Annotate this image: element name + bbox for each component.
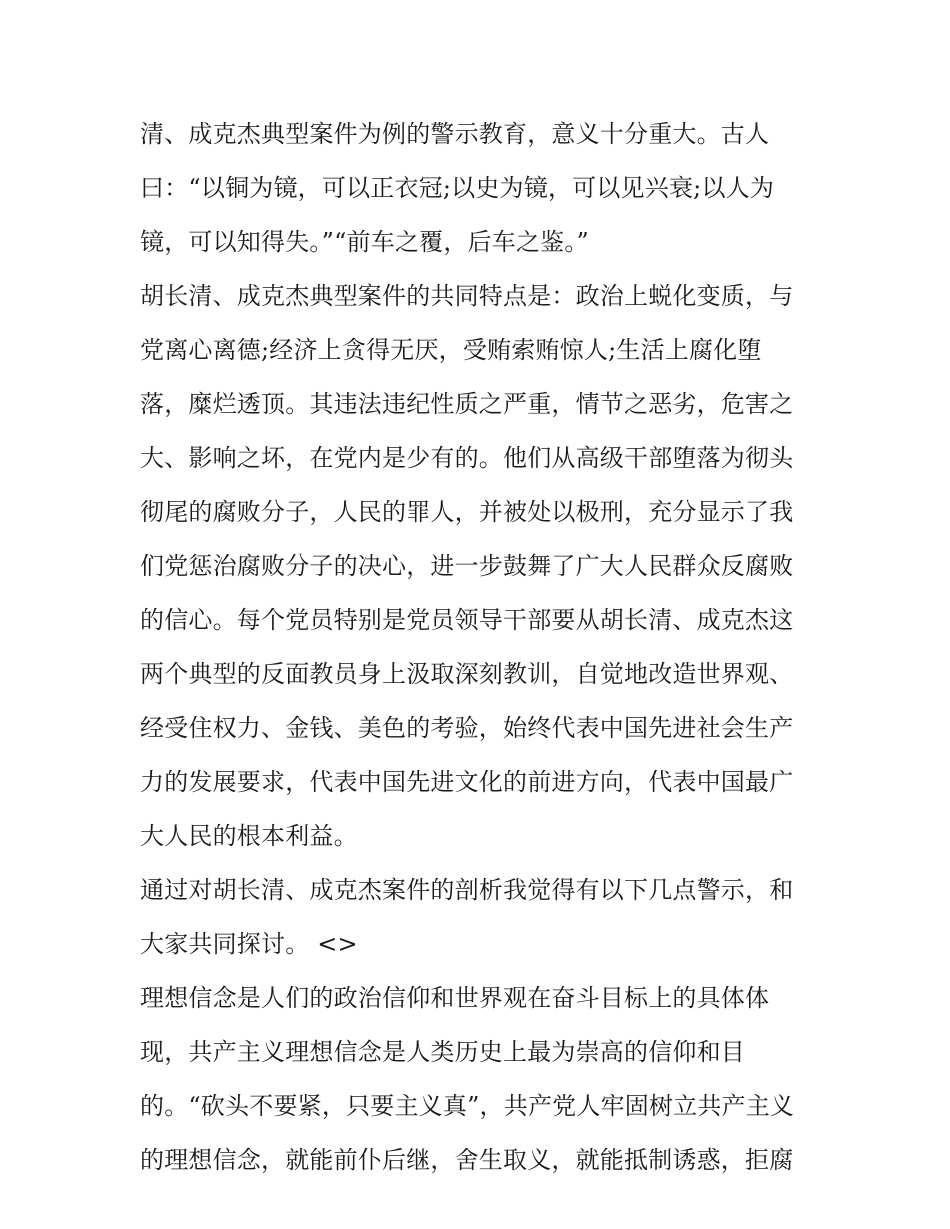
text-line: 的。“砍头不要紧，只要主义真”，共产党人牢固树立共产主义 bbox=[140, 1092, 795, 1120]
text-line: 力的发展要求，代表中国先进文化的前进方向，代表中国最广 bbox=[140, 768, 794, 796]
text-line: 彻尾的腐败分子，人民的罪人，并被处以极刑，充分显示了我 bbox=[140, 498, 794, 526]
text-line: 的理想信念，就能前仆后继，舍生取义，就能抵制诱惑，拒腐 bbox=[140, 1146, 794, 1174]
text-line: 大家共同探讨。 <> bbox=[140, 930, 358, 958]
text-line: 的信心。每个党员特别是党员领导干部要从胡长清、成克杰这 bbox=[140, 606, 794, 634]
text-line: 落，糜烂透顶。其违法违纪性质之严重，情节之恶劣，危害之 bbox=[140, 390, 794, 418]
text-line: 大、影响之坏，在党内是少有的。他们从高级干部堕落为彻头 bbox=[140, 444, 794, 472]
text-line: 理想信念是人们的政治信仰和世界观在奋斗目标上的具体体 bbox=[140, 984, 770, 1012]
text-line: 党离心离德;经济上贪得无厌，受贿索贿惊人;生活上腐化堕 bbox=[140, 336, 762, 364]
text-line: 镜，可以知得失。”“前车之覆，后车之鉴。” bbox=[140, 228, 590, 256]
text-line: 大人民的根本利益。 bbox=[140, 822, 358, 850]
text-line: 清、成克杰典型案件为例的警示教育，意义十分重大。古人 bbox=[140, 120, 770, 148]
text-line: 现，共产主义理想信念是人类历史上最为崇高的信仰和目 bbox=[140, 1038, 745, 1066]
text-line: 两个典型的反面教员身上汲取深刻教训，自觉地改造世界观、 bbox=[140, 660, 794, 688]
text-line: 们党惩治腐败分子的决心，进一步鼓舞了广大人民群众反腐败 bbox=[140, 552, 794, 580]
text-line: 通过对胡长清、成克杰案件的剖析我觉得有以下几点警示，和 bbox=[140, 876, 794, 904]
text-line: 经受住权力、金钱、美色的考验，始终代表中国先进社会生产 bbox=[140, 714, 794, 742]
body-text bbox=[140, 107, 820, 1187]
text-line: 胡长清、成克杰典型案件的共同特点是：政治上蜕化变质，与 bbox=[140, 282, 794, 310]
text-line: 曰：“以铜为镜，可以正衣冠;以史为镜，可以见兴衰;以人为 bbox=[140, 174, 775, 202]
